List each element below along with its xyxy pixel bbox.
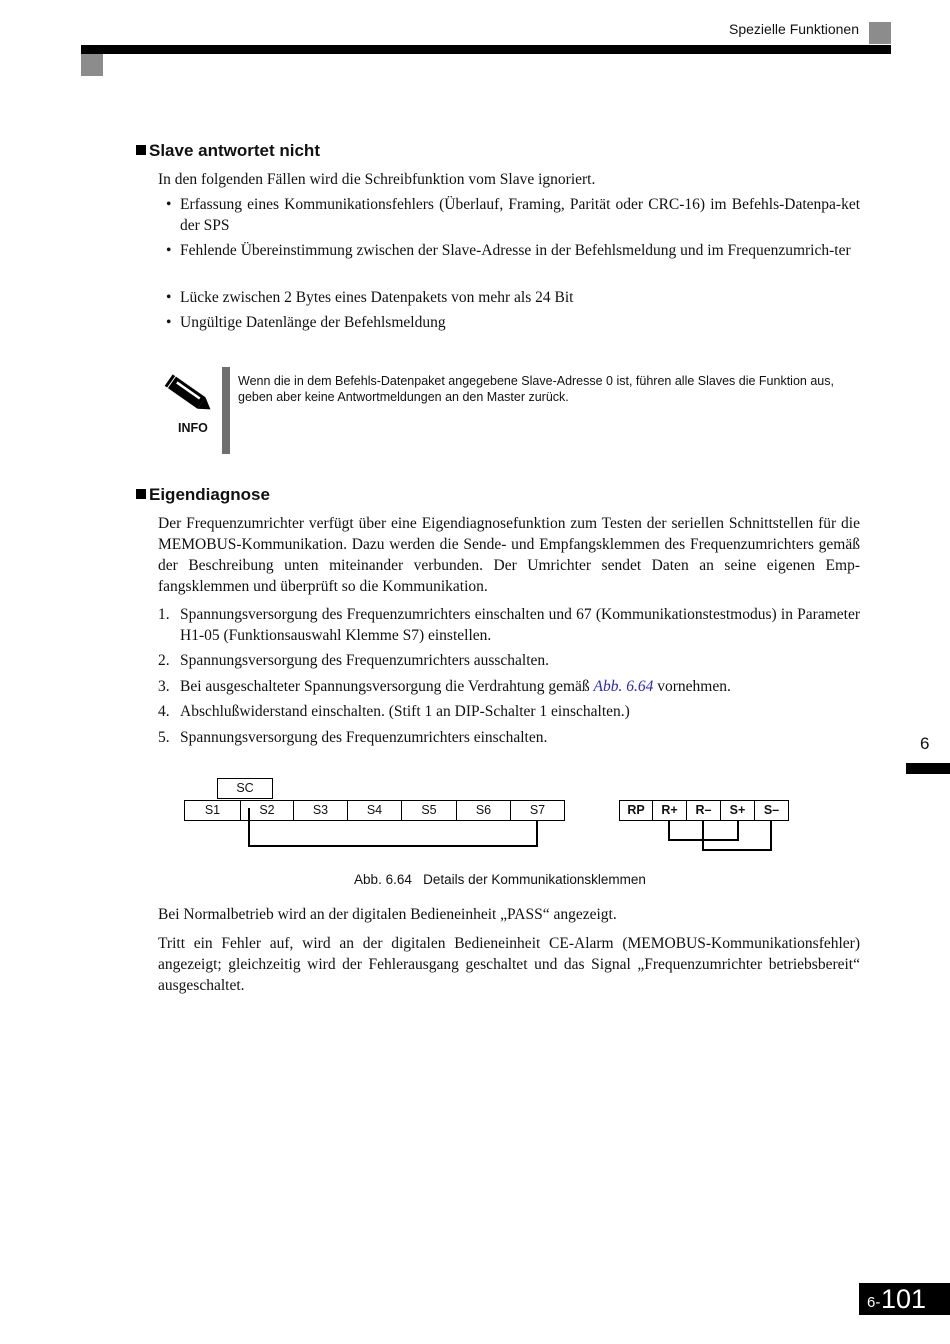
figure-caption: Abb. 6.64 Details der Kommunikationsklemmen xyxy=(354,872,646,887)
bullet-marker: • xyxy=(166,196,172,213)
step-text-after: vornehmen. xyxy=(653,678,731,695)
bullet-marker: • xyxy=(166,314,172,331)
error-text: Tritt ein Fehler auf, wird an der digitalen Bedieneinheit CE-Alarm (MEMOBUS-Kommunikationsfehler) angezeigt; gleichzeitig wird der Fehlerausgang geschaltet und das Signal „Frequenzumrichter betriebsbereit“ ausgeschaltet. xyxy=(158,935,860,994)
step-text: Spannungsversorgung des Frequenzumrichters ausschalten. xyxy=(180,652,550,669)
terminal-s7: S7 xyxy=(510,800,565,821)
section-heading-slave: Slave antwortet nicht xyxy=(136,141,320,161)
chapter-tab-number: 6 xyxy=(920,734,930,753)
step-number: 5. xyxy=(158,729,170,746)
info-text: Wenn die in dem Befehls-Datenpaket angegebene Slave-Adresse 0 ist, führen alle Slaves die Funktion aus, geben aber keine Antwortmeldungen an den Master zurück. xyxy=(238,374,834,404)
step-number: 3. xyxy=(158,678,170,695)
section-heading-eigendiagnose: Eigendiagnose xyxy=(136,485,270,505)
terminal-rp: RP xyxy=(619,800,653,821)
page-number: 101 xyxy=(881,1284,927,1314)
bullet-text: Erfassung eines Kommunikationsfehlers (Überlauf, Framing, Parität oder CRC-16) im Befehls-Datenpa-ket der SPS xyxy=(180,196,860,234)
bullet-text: Ungültige Datenlänge der Befehlsmeldung xyxy=(180,314,446,331)
bullet-marker: • xyxy=(166,242,172,259)
terminal-s3: S3 xyxy=(293,800,348,821)
step-number: 2. xyxy=(158,652,170,669)
terminal-r-minus: R– xyxy=(686,800,721,821)
terminal-sc: SC xyxy=(217,778,273,799)
terminal-s-minus: S– xyxy=(754,800,789,821)
terminal-s6: S6 xyxy=(456,800,511,821)
step-text: Spannungsversorgung des Frequenzumrichters einschalten. xyxy=(180,729,548,746)
bullet-text: Fehlende Übereinstimmung zwischen der Slave-Adresse in der Befehlsmeldung und im Frequenzumrich-ter xyxy=(180,242,851,259)
page-chapter-prefix: 6- xyxy=(867,1294,881,1311)
terminal-s1: S1 xyxy=(184,800,241,821)
section2-paragraph: Der Frequenzumrichter verfügt über eine Eigendiagnosefunktion zum Testen der seriellen Schnittstellen für die MEMOBUS-Kommunikation. Dazu werden die Sende- und Empfangsklemmen des Frequenzumrichters gemäß der Beschreibung unten miteinander verbunden. Der Umrichter sendet Daten an seine eigenen Emp-fangsklemmen und überprüft so die Kommunikation. xyxy=(158,515,860,595)
normal-operation-text: Bei Normalbetrieb wird an der digitalen Bedieneinheit „PASS“ angezeigt. xyxy=(158,906,617,923)
terminal-s-plus: S+ xyxy=(720,800,755,821)
info-label: INFO xyxy=(178,421,208,435)
wire-s2-s7 xyxy=(249,808,537,846)
step-text: Abschlußwiderstand einschalten. (Stift 1 an DIP-Schalter 1 einschalten.) xyxy=(180,703,630,720)
step-number: 1. xyxy=(158,606,170,623)
terminal-r-plus: R+ xyxy=(652,800,687,821)
step-number: 4. xyxy=(158,703,170,720)
bullet-marker: • xyxy=(166,289,172,306)
bullet-text: Lücke zwischen 2 Bytes eines Datenpakets von mehr als 24 Bit xyxy=(180,289,574,306)
terminal-s4: S4 xyxy=(347,800,402,821)
figure-link[interactable]: Abb. 6.64 xyxy=(593,678,654,695)
terminal-s2: S2 xyxy=(240,800,294,821)
section1-intro: In den folgenden Fällen wird die Schreibfunktion vom Slave ignoriert. xyxy=(158,171,596,188)
page-number-box xyxy=(859,1283,950,1315)
chapter-tab-bar xyxy=(906,763,950,774)
step-text-before: Bei ausgeschalteter Spannungsversorgung die Verdrahtung gemäß xyxy=(180,678,594,695)
terminal-s5: S5 xyxy=(401,800,457,821)
running-header-title: Spezielle Funktionen xyxy=(729,21,859,37)
step-text: Spannungsversorgung des Frequenzumrichters einschalten und 67 (Kommunikationstestmodus) in Parameter H1-05 (Funktionsauswahl Klemme S7) einstellen. xyxy=(180,606,860,644)
